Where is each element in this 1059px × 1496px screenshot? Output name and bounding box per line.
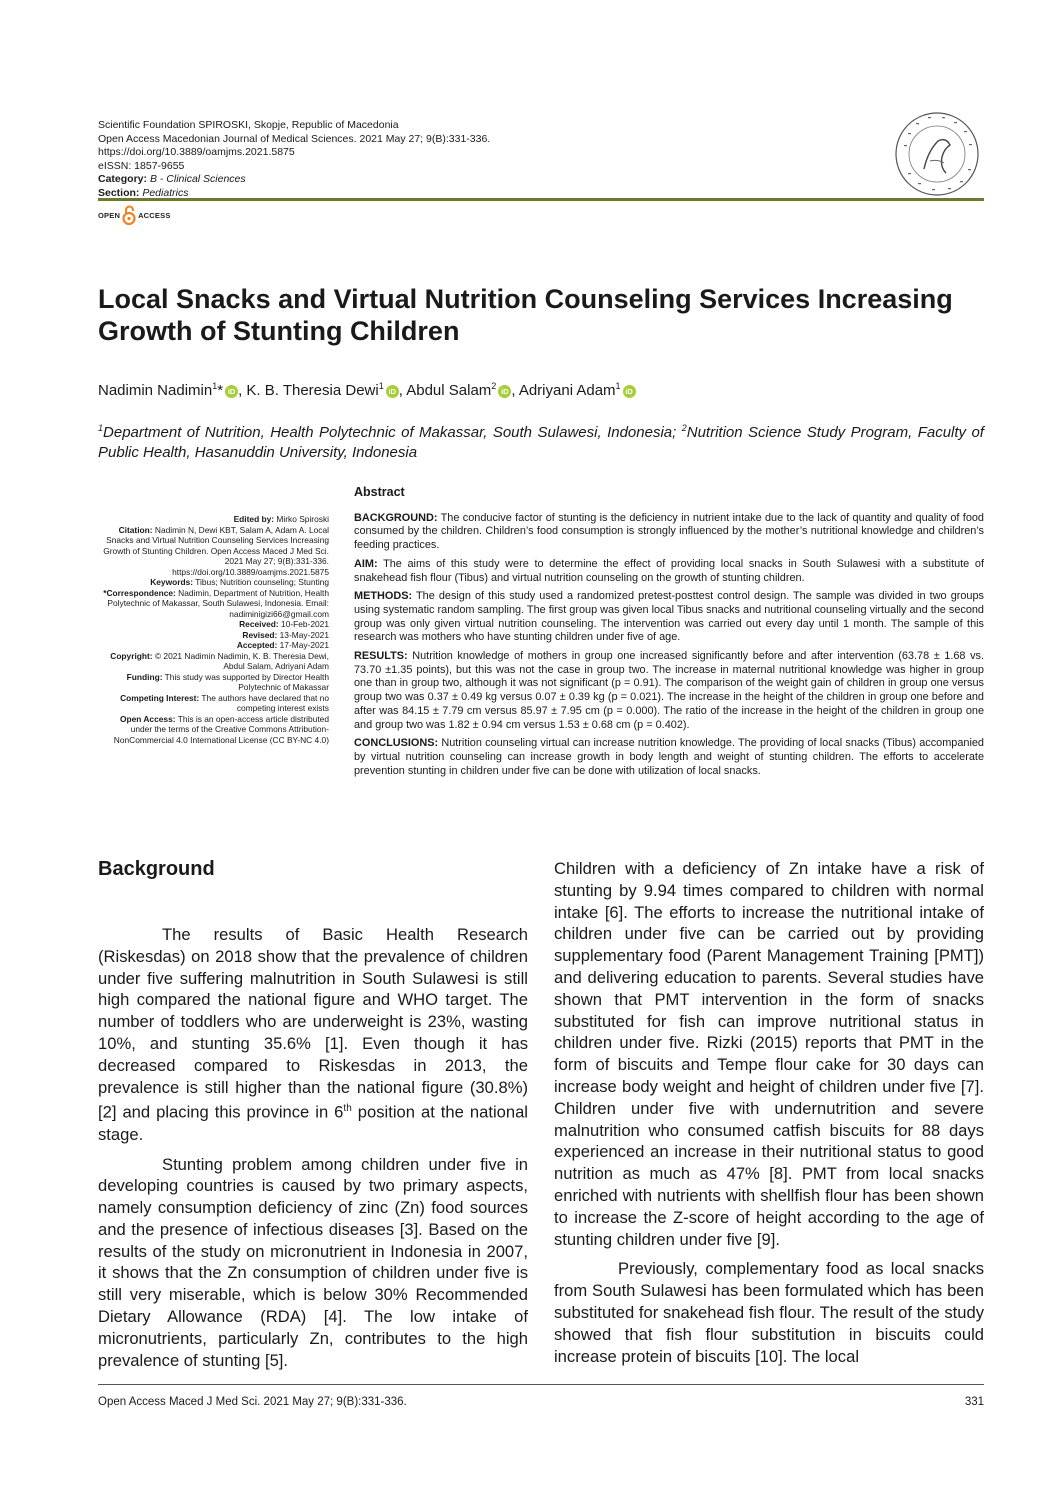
abstract-background: BACKGROUND: The conducive factor of stunting is the deficiency in nutrient intake due to the lack of quantity and quality of food consumed by the children. Children’s food consumption is strongly influenced by the mother’s nutritional knowledge and children’s feeding practices.	[354, 511, 984, 552]
edited-by: Edited by: Mirko Spiroski	[233, 514, 329, 524]
abstract-heading: Abstract	[354, 485, 405, 499]
received-date: Received: 10-Feb-2021	[239, 619, 329, 629]
open-access-logo	[98, 204, 171, 226]
footer-citation: Open Access Maced J Med Sci. 2021 May 27; 9(B):331-336.	[98, 1396, 407, 1408]
author-name: Abdul Salam	[406, 382, 492, 399]
citation: Citation: Nadimin N, Dewi KBT, Salam A, Adam A. Local Snacks and Virtual Nutrition Counseling Services Increasing Growth of Stunting Children. Open Access Maced J Med Sci. 2021 May 27; 9(B):331-336. https://doi.org/10.3889/oamjms.2021.5875	[103, 524, 329, 577]
affiliations: $^1$Department of Nutrition, Health Polytechnic of Makassar, South Sulawesi, Indonesia; $^2$Nutrition Science Study Program, Faculty of Public Health, Hasanuddin University, Indonesia	[98, 423, 984, 461]
orcid-icon[interactable]: iD	[498, 385, 511, 398]
orcid-icon[interactable]: iD	[386, 385, 399, 398]
orcid-icon[interactable]: iD	[225, 385, 238, 398]
open-lock-icon	[122, 205, 136, 225]
foundation-seal-icon	[894, 111, 980, 197]
copyright: Copyright: © 2021 Nadimin Nadimin, K. B. Theresia Dewi, Abdul Salam, Adriyani Adam	[110, 650, 329, 671]
body-paragraph: Children with a deficiency of Zn intake have a risk of stunting by 9.94 times compared to children with normal intake [6]. The efforts to increase the nutritional intake of children under five can be carried out by providing supplementary food (Parent Management Training [PMT]) and delivering education to parents. Several studies have shown that PMT intervention in the form of snacks substituted for fish can improve nutritional status in children under five. Rizki (2015) reports that PMT in the form of biscuits and Tempe flour cake for 30 days can increase body weight and height of children under five [7]. Children under five with undernutrition and severe malnutrition who consumed catfish biscuits for 88 days experienced an increase in their nutritional status to good nutrition as much as 47% [8]. PMT from local snacks enriched with nutrients with shellfish flour has been shown to increase the Z-score of height according to the age of stunting children under five [9].	[554, 859, 984, 1249]
journal-header	[98, 119, 490, 200]
correspondence: *Correspondence: Nadimin, Department of Nutrition, Health Polytechnic of Makassar, South Sulawesi, Indonesia. Email: nadiminigizi66@gmail.com	[103, 587, 329, 619]
doi-link[interactable]: https://doi.org/10.3889/oamjms.2021.5875	[98, 146, 295, 158]
competing-interest: Competing Interest: The authors have declared that no competing interest exists	[120, 692, 329, 713]
author-name: K. B. Theresia Dewi	[246, 382, 379, 399]
author-name: Adriyani Adam	[518, 382, 616, 399]
body-paragraph: Previously, complementary food as local snacks from South Sulawesi has been formulated which has been substituted for snakehead fish flour. The result of the study showed that fish flour substitution in biscuits could increase protein of biscuits [10]. The local	[554, 1259, 984, 1366]
open-access-license: Open Access: This is an open-access article distributed under the terms of the Creative Commons Attribution-NonCommercial 4.0 International License (CC BY-NC 4.0)	[113, 713, 329, 745]
abstract-conclusions: CONCLUSIONS: Nutrition counseling virtual can increase nutrition knowledge. The providing of local snacks (Tibus) accompanied by virtual nutrition counseling can increase growth in body length and weight of stunting children. The efforts to accelerate prevention stunting in children under five can be done with utilization of local snacks.	[354, 737, 984, 777]
section-heading-background: Background	[98, 858, 215, 880]
keywords: Keywords: Tibus; Nutrition counseling; Stunting	[150, 577, 329, 587]
eissn-line: eISSN: 1857-9655	[98, 159, 185, 172]
body-paragraph: The results of Basic Health Research (Riskesdas) on 2018 show that the prevalence of children under five suffering malnutrition in South Sulawesi is still high compared the national figure and WHO target. The number of toddlers who are underweight is 23%, wasting 10%, and stunting 35.6% [1]. Even though it has decreased compared to Riskesdas in 2013, the prevalence is still higher than the national figure (30.8%) [2] and placing this province in 6th position at the national stage.	[98, 925, 528, 1144]
body-column-left	[98, 924, 528, 1371]
footer-divider	[98, 1384, 984, 1385]
open-access-right-text: ACCESS	[138, 210, 171, 220]
abstract	[354, 486, 984, 783]
abstract-results: RESULTS: Nutrition knowledge of mothers in group one increased significantly before and after intervention (63.78 ± 1.68 vs. 73.70 ±1.35 points), but this was not the case in group two. The increase in maternal nutritional knowledge was higher in group one than in group two, although it was not significant (p = 0.91). The comparison of the weight gain of children in group one versus group two was 0.37 ± 0.49 kg versus 0.07 ± 0.39 kg (p = 0.021). The increase in the height of the children in group one before and after was 84.15 ± 7.79 cm versus 85.97 ± 7.95 cm (p = 0.000). The ratio of the increase in the height of the children in group one and group two was 1.82 ± 0.94 cm versus 1.53 ± 0.68 cm (p = 0.402).	[354, 650, 985, 731]
revised-date: Revised: 13-May-2021	[242, 629, 329, 640]
publisher-line: Scientific Foundation SPIROSKI, Skopje, Republic of Macedonia	[98, 119, 399, 131]
article-info-box	[98, 514, 329, 745]
body-paragraph: Stunting problem among children under five in developing countries is caused by two primary aspects, namely consumption deficiency of zinc (Zn) food sources and the presence of infectious diseases [3]. Based on the results of the study on micronutrient in Indonesia in 2007, it shows that the Zn consumption of children under five is still very miserable, which is below 30% Recommended Dietary Allowance (RDA) [4]. The low intake of micronutrients, particularly Zn, contributes to the high prevalence of stunting [5].	[98, 1154, 528, 1370]
accepted-date: Accepted: 17-May-2021	[236, 640, 329, 650]
page-number: 331	[964, 1396, 984, 1408]
abstract-methods: METHODS: The design of this study used a randomized pretest-posttest control design. The sample was divided in two groups using systematic random sampling. The first group was given local Tibus snacks and nutritional counseling virtually and the second group was only given virtual nutrition counseling. The intervention was carried out every day until 1 month. The sample of this research was mothers who have stunting children under five of age.	[354, 590, 984, 644]
author-list: Nadimin Nadimin$^1$* iD , K. B. Theresia Dewi$^1$iD , Abdul Salam$^2$iD , Adriyani Adam$^1$iD	[98, 381, 636, 399]
category-line: Category: B - Clinical Sciences	[98, 173, 246, 185]
author-name: Nadimin Nadimin	[98, 382, 213, 399]
body-column-right	[554, 858, 984, 1367]
abstract-aim: AIM: The aims of this study were to determine the effect of providing local snacks in South Sulawesi with a substitute of snakehead fish flour (Tibus) and virtual nutrition counseling on the growth of stunting children.	[354, 557, 984, 584]
section-line: Section: Pediatrics	[98, 186, 189, 199]
open-access-left-text: OPEN	[98, 210, 121, 220]
header-divider	[98, 198, 984, 201]
orcid-icon[interactable]: iD	[623, 385, 636, 398]
funding: Funding: This study was supported by Director Health Polytechnic of Makassar	[126, 671, 329, 692]
journal-line: Open Access Macedonian Journal of Medical Sciences. 2021 May 27; 9(B):331-336.	[98, 132, 491, 145]
article-title: Local Snacks and Virtual Nutrition Counseling Services Increasing Growth of Stunting Children	[98, 284, 953, 346]
